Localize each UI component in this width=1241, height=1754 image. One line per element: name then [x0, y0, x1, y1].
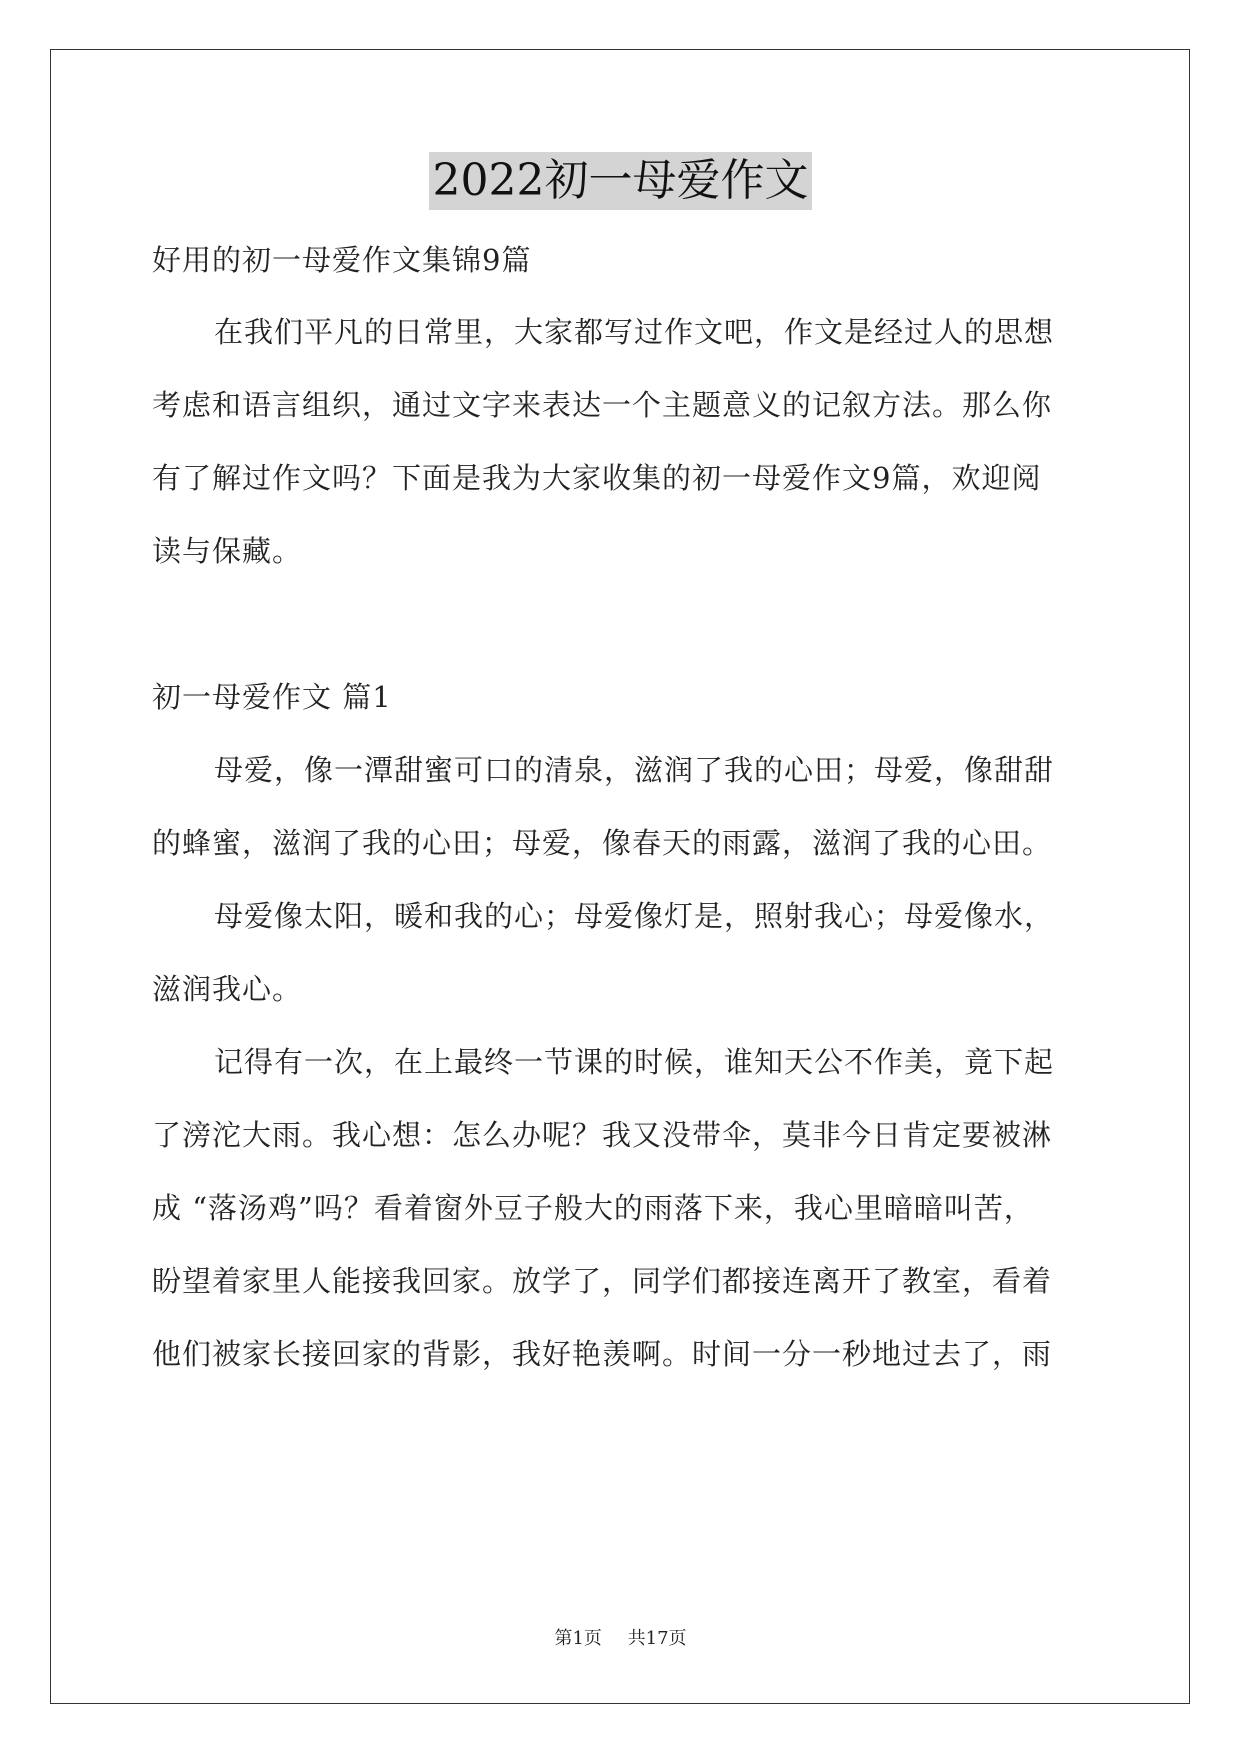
intro-line: 有了解过作文吗？下面是我为大家收集的初一母爱作文9篇，欢迎阅	[152, 461, 1042, 495]
document-title: 2022初一母爱作文	[429, 152, 813, 210]
intro-line: 考虑和语言组织，通过文字来表达一个主题意义的记叙方法。那么你	[152, 388, 1053, 422]
paragraph-line: 成 “落汤鸡”吗？看着窗外豆子般大的雨落下来，我心里暗暗叫苦，	[152, 1191, 1034, 1225]
paragraph-line: 的蜂蜜，滋润了我的心田；母爱，像春天的雨露，滋润了我的心田。	[152, 826, 1053, 860]
paragraph-line: 滋润我心。	[152, 972, 303, 1006]
paragraph-line: 盼望着家里人能接我回家。放学了，同学们都接连离开了教室，看着	[152, 1264, 1053, 1298]
paragraph-line: 母爱，像一潭甜蜜可口的清泉，滋润了我的心田；母爱，像甜甜	[214, 753, 1055, 787]
paragraph-line: 母爱像太阳，暖和我的心；母爱像灯是，照射我心；母爱像水，	[214, 899, 1055, 933]
page-border	[50, 49, 1190, 1704]
page-total: 共17页	[627, 1628, 687, 1649]
paragraph-line: 他们被家长接回家的背影，我好艳羡啊。时间一分一秒地过去了，雨	[152, 1337, 1053, 1371]
page-footer	[0, 1624, 1241, 1650]
paragraph-line: 了滂沱大雨。我心想：怎么办呢？我又没带伞，莫非今日肯定要被淋	[152, 1118, 1053, 1152]
title-container	[0, 152, 1241, 210]
section-heading: 初一母爱作文 篇1	[152, 680, 392, 714]
intro-line: 读与保藏。	[152, 534, 303, 568]
document-subtitle: 好用的初一母爱作文集锦9篇	[152, 243, 532, 277]
paragraph-line: 记得有一次，在上最终一节课的时候，谁知天公不作美，竟下起	[214, 1045, 1055, 1079]
page-number: 第1页	[554, 1628, 602, 1649]
intro-line: 在我们平凡的日常里，大家都写过作文吧，作文是经过人的思想	[214, 315, 1055, 349]
